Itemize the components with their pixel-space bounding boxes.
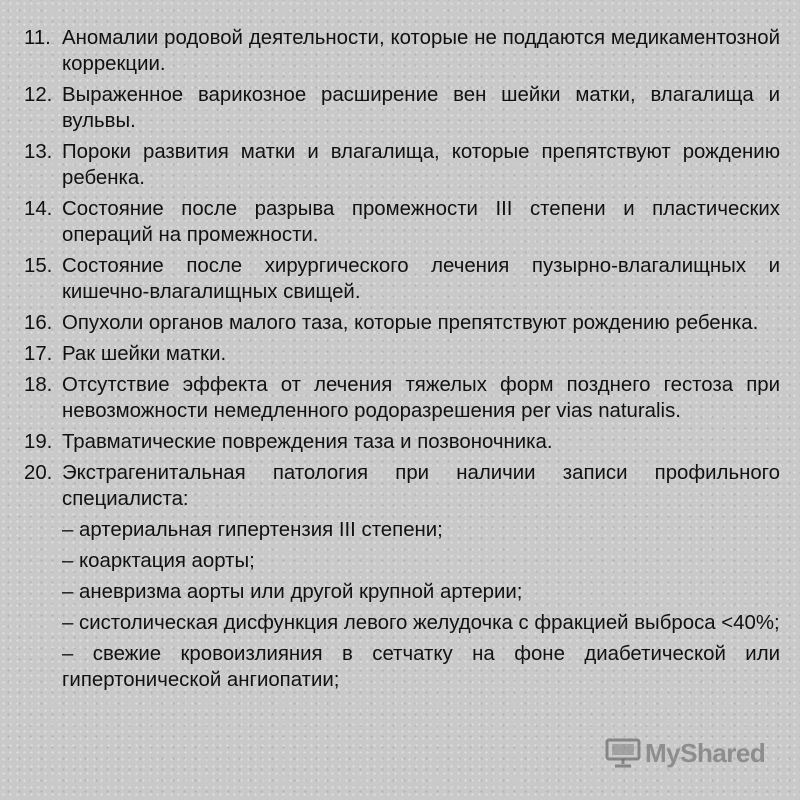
- list-item: [24, 196, 780, 248]
- item-number: 17.: [24, 343, 53, 365]
- list-item: [24, 310, 780, 336]
- item-text: Рак шейки матки.: [62, 343, 227, 365]
- list-item: [24, 139, 780, 191]
- item-text: Состояние после разрыва промежности III степени и пластических операций на промежности.: [62, 198, 780, 246]
- list-item: [24, 460, 780, 693]
- sub-item: – систолическая дисфункция левого желудочка с фракцией выброса <40%;: [62, 612, 780, 634]
- item-text: Выраженное варикозное расширение вен шейки матки, влагалища и вульвы.: [62, 84, 780, 132]
- indications-list: [24, 25, 780, 698]
- item-text: Аномалии родовой деятельности, которые не поддаются медикаментозной коррекции.: [62, 27, 780, 75]
- list-item: [24, 372, 780, 424]
- item-number: 16.: [24, 312, 53, 334]
- item-number: 11.: [24, 27, 51, 49]
- item-number: 15.: [24, 255, 53, 277]
- sub-item: – артериальная гипертензия III степени;: [62, 519, 443, 541]
- list-item: [24, 341, 780, 367]
- sub-item: – коарктация аорты;: [62, 550, 255, 572]
- sub-item: – аневризма аорты или другой крупной артерии;: [62, 581, 523, 603]
- item-number: 18.: [24, 374, 53, 396]
- sub-item: – свежие кровоизлияния в сетчатку на фоне диабетической или гипертонической ангиопатии;: [62, 643, 780, 691]
- item-number: 19.: [24, 431, 53, 453]
- item-text: Состояние после хирургического лечения пузырно-влагалищных и кишечно-влагалищных свищей.: [62, 255, 780, 303]
- item-text: Отсутствие эффекта от лечения тяжелых форм позднего гестоза при невозможности немедленного родоразрешения per vias naturalis.: [62, 374, 780, 422]
- item-number: 12.: [24, 84, 53, 106]
- item-number: 13.: [24, 141, 53, 163]
- list-item: [24, 25, 780, 77]
- item-text: Опухоли органов малого таза, которые препятствуют рождению ребенка.: [62, 312, 759, 334]
- item-text: Пороки развития матки и влагалища, которые препятствуют рождению ребенка.: [62, 141, 780, 189]
- watermark-text: MyShared: [645, 737, 766, 768]
- item-text: Травматические повреждения таза и позвоночника.: [62, 431, 553, 453]
- item-number: 20.: [24, 462, 53, 484]
- watermark-logo: [605, 737, 765, 769]
- projector-screen-icon: [605, 738, 641, 768]
- list-item: [24, 429, 780, 455]
- list-item: [24, 82, 780, 134]
- list-item: [24, 253, 780, 305]
- item-text: Экстрагенитальная патология при наличии записи профильного специалиста:: [62, 462, 780, 510]
- item-number: 14.: [24, 198, 53, 220]
